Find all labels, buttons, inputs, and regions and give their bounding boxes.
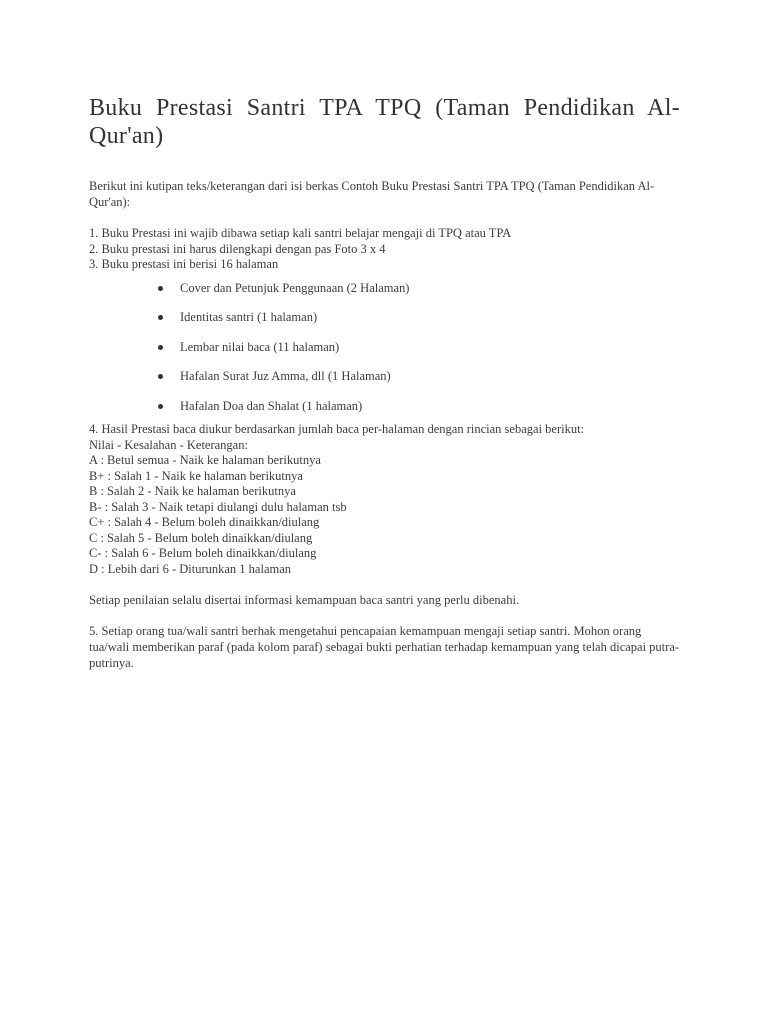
list-item-text: Hafalan Surat Juz Amma, dll (1 Halaman) — [180, 369, 391, 383]
grade-row: A : Betul semua - Naik ke halaman berikutnya — [89, 453, 321, 467]
bullet-icon — [158, 345, 163, 350]
list-item — [158, 308, 680, 338]
grade-row: D : Lebih dari 6 - Diturunkan 1 halaman — [89, 561, 292, 576]
item-5-paragraph: 5. Setiap orang tua/wali santri berhak mengetahui pencapaian kemampuan mengaji setiap santri. Mohon orang tua/wali memberikan paraf (pada kolom paraf) sebagai bukti perhatian terhadap kemampuan yang telah dicapai putra-putrinya. — [89, 624, 680, 670]
item-4-heading: 4. Hasil Prestasi baca diukur berdasarkan jumlah baca per-halaman dengan rincian sebagai berikut: — [89, 422, 585, 436]
list-item-text: Cover dan Petunjuk Penggunaan (2 Halaman) — [180, 280, 410, 295]
list-item-text: Hafalan Doa dan Shalat (1 halaman) — [180, 398, 363, 413]
numbered-item: 1. Buku Prestasi ini wajib dibawa setiap kali santri belajar mengaji di TPQ atau TPA — [89, 226, 512, 240]
grade-row: C+ : Salah 4 - Belum boleh dinaikkan/diulang — [89, 515, 320, 529]
list-item — [158, 397, 680, 427]
grade-row: C : Salah 5 - Belum boleh dinaikkan/diulang — [89, 530, 313, 545]
grade-row: C- : Salah 6 - Belum boleh dinaikkan/diulang — [89, 546, 317, 560]
page-title: Buku Prestasi Santri TPA TPQ (Taman Pendidikan Al-Qur'an) — [89, 95, 680, 149]
numbered-item: 2. Buku prestasi ini harus dilengkapi dengan pas Foto 3 x 4 — [89, 241, 386, 256]
list-item — [158, 367, 680, 397]
bullet-icon — [158, 374, 163, 379]
list-item — [158, 338, 680, 368]
list-item-text: Lembar nilai baca (11 halaman) — [180, 339, 340, 354]
grade-row: B+ : Salah 1 - Naik ke halaman berikutnya — [89, 468, 303, 483]
bullet-icon — [158, 286, 163, 291]
grade-table-header: Nilai - Kesalahan - Keterangan: — [89, 437, 248, 452]
assessment-note: Setiap penilaian selalu disertai informasi kemampuan baca santri yang perlu dibenahi. — [89, 593, 520, 607]
grading-section — [89, 422, 680, 577]
intro-paragraph: Berikut ini kutipan teks/keterangan dari isi berkas Contoh Buku Prestasi Santri TPA TPQ (Taman Pendidikan Al-Qur'an): — [89, 179, 655, 209]
page-contents-list — [89, 279, 680, 427]
bullet-icon — [158, 315, 163, 320]
grade-row: B : Salah 2 - Naik ke halaman berikutnya — [89, 484, 296, 498]
numbered-item: 3. Buku prestasi ini berisi 16 halaman — [89, 257, 279, 271]
list-item-text: Identitas santri (1 halaman) — [180, 310, 318, 324]
bullet-icon — [158, 404, 163, 409]
grade-row: B- : Salah 3 - Naik tetapi diulangi dulu halaman tsb — [89, 499, 347, 514]
list-item — [158, 279, 680, 309]
numbered-list — [89, 226, 680, 273]
